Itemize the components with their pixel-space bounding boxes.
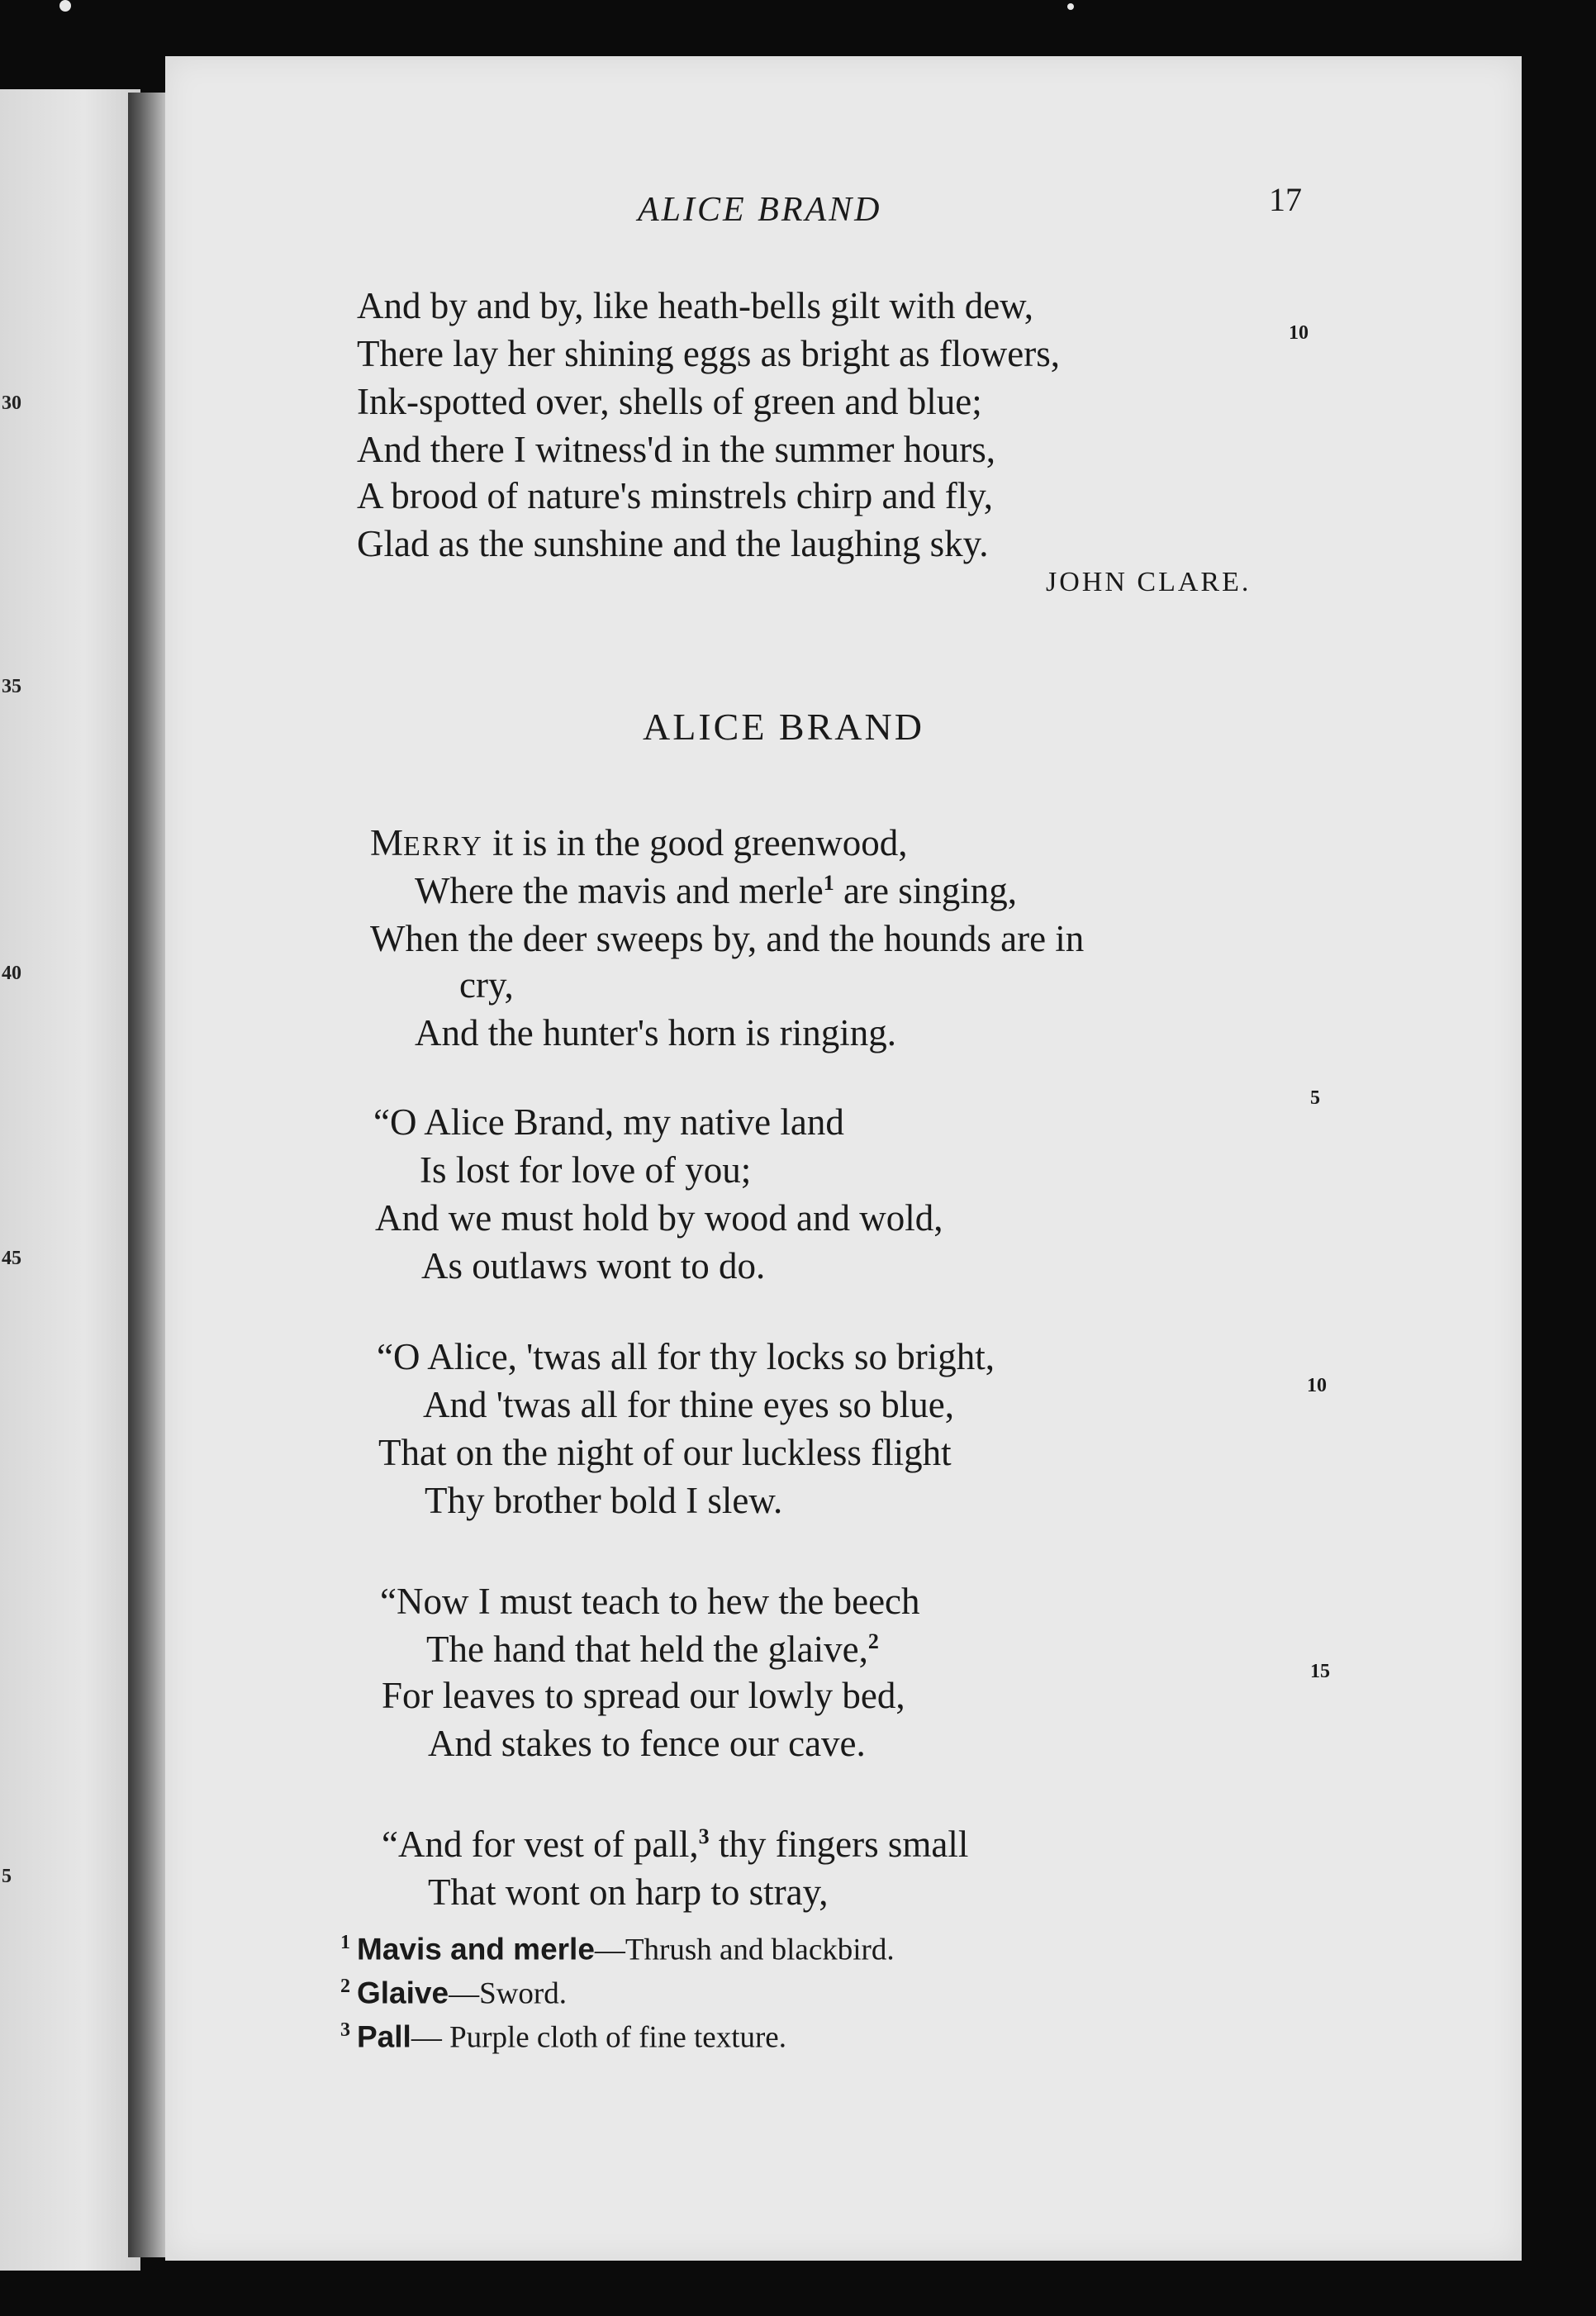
verse-text: it is in the good greenwood, — [482, 822, 908, 863]
verse-line: For leaves to spread our lowly bed, — [382, 1675, 905, 1716]
film-speck — [1067, 3, 1074, 10]
verse-line — [415, 870, 1017, 911]
footnote — [340, 1976, 567, 2011]
line-number-marker: 10 — [1289, 322, 1309, 344]
footnote-ref: 1 — [823, 871, 834, 895]
footnote-mark: 2 — [340, 1976, 350, 1997]
footnote-mark: 1 — [340, 1932, 350, 1953]
footnote-ref: 3 — [698, 1824, 710, 1848]
left-page — [0, 89, 140, 2271]
verse-line: Glad as the sunshine and the laughing sky. — [357, 523, 989, 564]
page-number: 17 — [1269, 181, 1302, 218]
footnote-term: Mavis and merle — [357, 1932, 595, 1966]
verse-text: Where the mavis and merle — [415, 870, 824, 911]
verse-line: And by and by, like heath-bells gilt with dew, — [357, 285, 1034, 326]
footnote-ref: 2 — [867, 1629, 879, 1653]
verse-text: The hand that held the glaive, — [426, 1629, 868, 1670]
verse-line: A brood of nature's minstrels chirp and fly, — [357, 475, 994, 516]
verse-line — [382, 1826, 968, 1863]
verse-line: And stakes to fence our cave. — [428, 1723, 866, 1764]
line-number-marker: 10 — [1307, 1375, 1327, 1396]
verse-text: “And for vest of pall, — [382, 1824, 699, 1865]
left-line-number: 30 — [2, 392, 21, 414]
left-line-number: 5 — [2, 1866, 12, 1887]
verse-line: Ink-spotted over, shells of green and blue; — [357, 381, 982, 422]
verse-line: And we must hold by wood and wold, — [375, 1197, 943, 1239]
book-spine — [128, 93, 168, 2257]
verse-line — [426, 1631, 879, 1668]
film-speck — [59, 0, 71, 12]
verse-line: “O Alice Brand, my native land — [373, 1101, 844, 1143]
author-attribution: JOHN CLARE. — [1046, 567, 1252, 597]
left-line-number: 45 — [2, 1248, 21, 1269]
line-number-marker: 15 — [1310, 1661, 1330, 1682]
verse-line: As outlaws wont to do. — [421, 1245, 766, 1286]
verse-line: That wont on harp to stray, — [428, 1871, 829, 1913]
footnote-definition: —Thrush and blackbird. — [594, 1933, 895, 1967]
drop-cap: M — [370, 822, 404, 863]
footnote-definition: —Sword. — [449, 1976, 567, 2011]
verse-line: And the hunter's horn is ringing. — [415, 1012, 897, 1053]
footnote-term: Pall — [357, 2019, 411, 2054]
left-line-number: 35 — [2, 676, 21, 697]
small-caps: ERRY — [403, 831, 483, 862]
verse-line — [370, 822, 908, 863]
verse-line: There lay her shining eggs as bright as flowers, — [357, 333, 1061, 374]
verse-line: And there I witness'd in the summer hours, — [357, 429, 995, 470]
verse-line: “O Alice, 'twas all for thy locks so bright, — [377, 1336, 995, 1377]
running-head: ALICE BRAND — [638, 191, 882, 229]
poem-title: ALICE BRAND — [643, 706, 924, 748]
footnote-mark: 3 — [340, 2019, 350, 2041]
verse-text: are singing, — [834, 870, 1017, 911]
verse-line: When the deer sweeps by, and the hounds are in — [370, 918, 1085, 959]
left-line-number: 40 — [2, 963, 21, 984]
verse-line: Is lost for love of you; — [420, 1149, 752, 1191]
page — [165, 56, 1522, 2261]
verse-text: thy fingers small — [709, 1824, 969, 1865]
footnote — [340, 2019, 786, 2055]
verse-line: cry, — [459, 964, 514, 1006]
verse-line: That on the night of our luckless flight — [378, 1432, 952, 1473]
line-number-marker: 5 — [1310, 1087, 1320, 1109]
verse-line: And 'twas all for thine eyes so blue, — [423, 1384, 954, 1425]
verse-line: “Now I must teach to hew the beech — [380, 1581, 920, 1622]
verse-line: Thy brother bold I slew. — [425, 1480, 783, 1521]
footnote-term: Glaive — [357, 1976, 449, 2010]
footnote-definition: — Purple cloth of fine texture. — [411, 2020, 786, 2055]
footnote — [340, 1932, 895, 1967]
